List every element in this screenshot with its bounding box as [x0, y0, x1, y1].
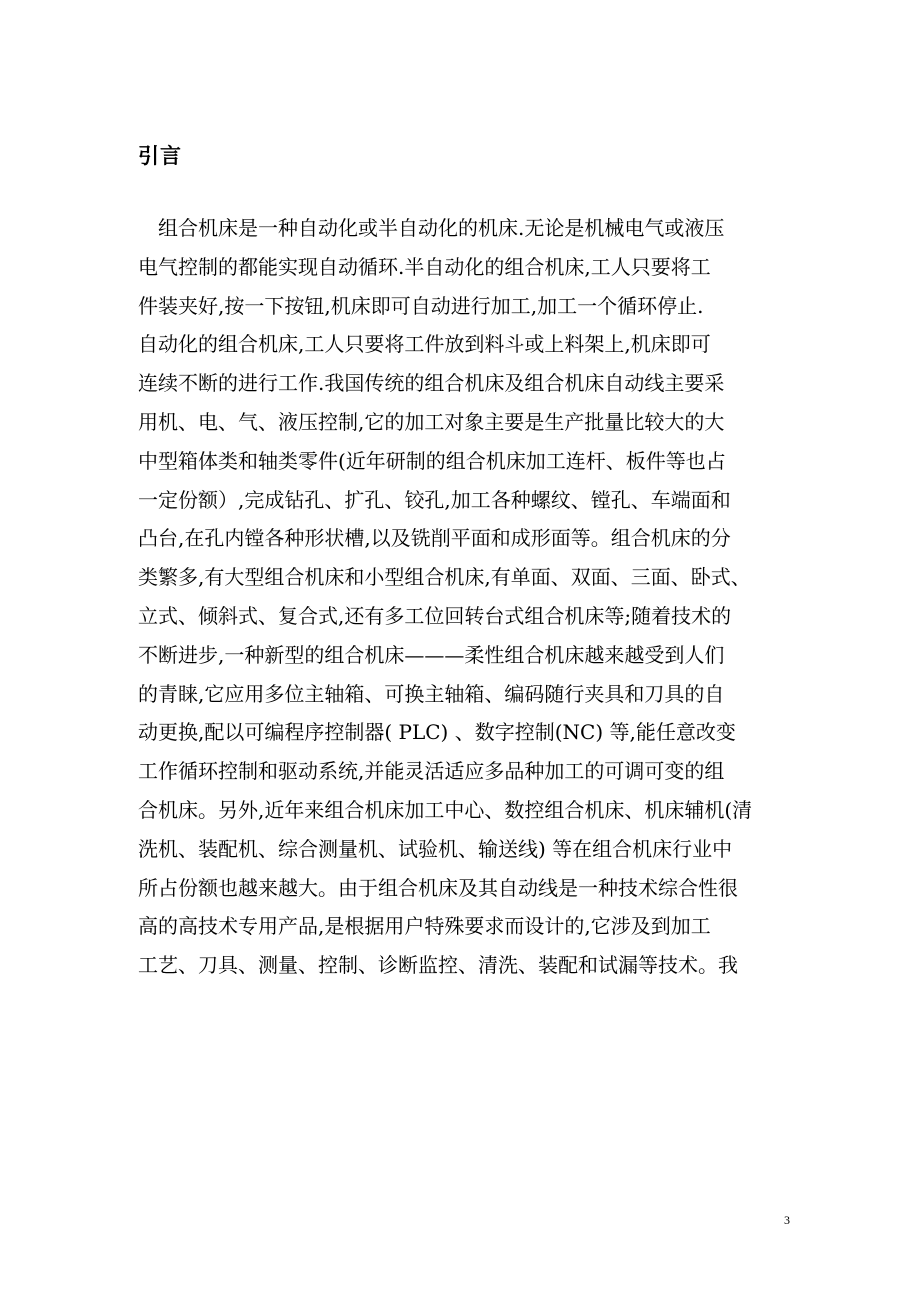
section-heading: 引言	[138, 144, 182, 168]
paragraph-line: 中型箱体类和轴类零件(近年研制的组合机床加工连杆、板件等也占	[138, 448, 726, 473]
paragraph-line: 高的高技术专用产品,是根据用户特殊要求而设计的,它涉及到加工	[138, 914, 711, 939]
paragraph-line: 洗机、装配机、综合测量机、试验机、输送线) 等在组合机床行业中	[138, 836, 733, 861]
paragraph-line: 组合机床是一种自动化或半自动化的机床.无论是机械电气或液压	[138, 216, 725, 240]
paragraph-line: 件装夹好,按一下按钮,机床即可自动进行加工,加工一个循环停止.	[138, 293, 704, 318]
paragraph-line: 立式、倾斜式、复合式,还有多工位回转台式组合机床等;随着技术的	[138, 603, 732, 628]
paragraph-line: 电气控制的都能实现自动循环.半自动化的组合机床,工人只要将工	[138, 254, 711, 279]
paragraph-line: 一定份额）,完成钻孔、扩孔、铰孔,加工各种螺纹、镗孔、车端面和	[138, 487, 731, 512]
paragraph-line: 用机、电、气、液压控制,它的加工对象主要是生产批量比较大的大	[138, 409, 725, 434]
paragraph-line: 合机床。另外,近年来组合机床加工中心、数控组合机床、机床辅机(清	[138, 797, 753, 822]
paragraph-line: 类繁多,有大型组合机床和小型组合机床,有单面、双面、三面、卧式、	[138, 565, 751, 590]
paragraph-line: 工作循环控制和驱动系统,并能灵活适应多品种加工的可调可变的组	[138, 759, 725, 784]
paragraph-line: 凸台,在孔内镗各种形状槽,以及铣削平面和成形面等。组合机床的分	[138, 526, 731, 551]
paragraph-line: 动更换,配以可编程序控制器( PLC) 、数字控制(NC) 等,能任意改变	[138, 720, 736, 745]
paragraph-line: 连续不断的进行工作.我国传统的组合机床及组合机床自动线主要采	[138, 371, 725, 396]
paragraph-line: 不断进步,一种新型的组合机床———柔性组合机床越来越受到人们	[138, 642, 725, 667]
paragraph-line: 的青睐,它应用多位主轴箱、可换主轴箱、编码随行夹具和刀具的自	[138, 681, 725, 706]
paragraph-line: 自动化的组合机床,工人只要将工件放到料斗或上料架上,机床即可	[138, 332, 711, 357]
body-paragraph	[138, 209, 798, 985]
paragraph-line: 工艺、刀具、测量、控制、诊断监控、清洗、装配和试漏等技术。我	[138, 953, 738, 978]
paragraph-line: 所占份额也越来越大。由于组合机床及其自动线是一种技术综合性很	[138, 875, 738, 900]
page-number: 3	[784, 1213, 790, 1227]
